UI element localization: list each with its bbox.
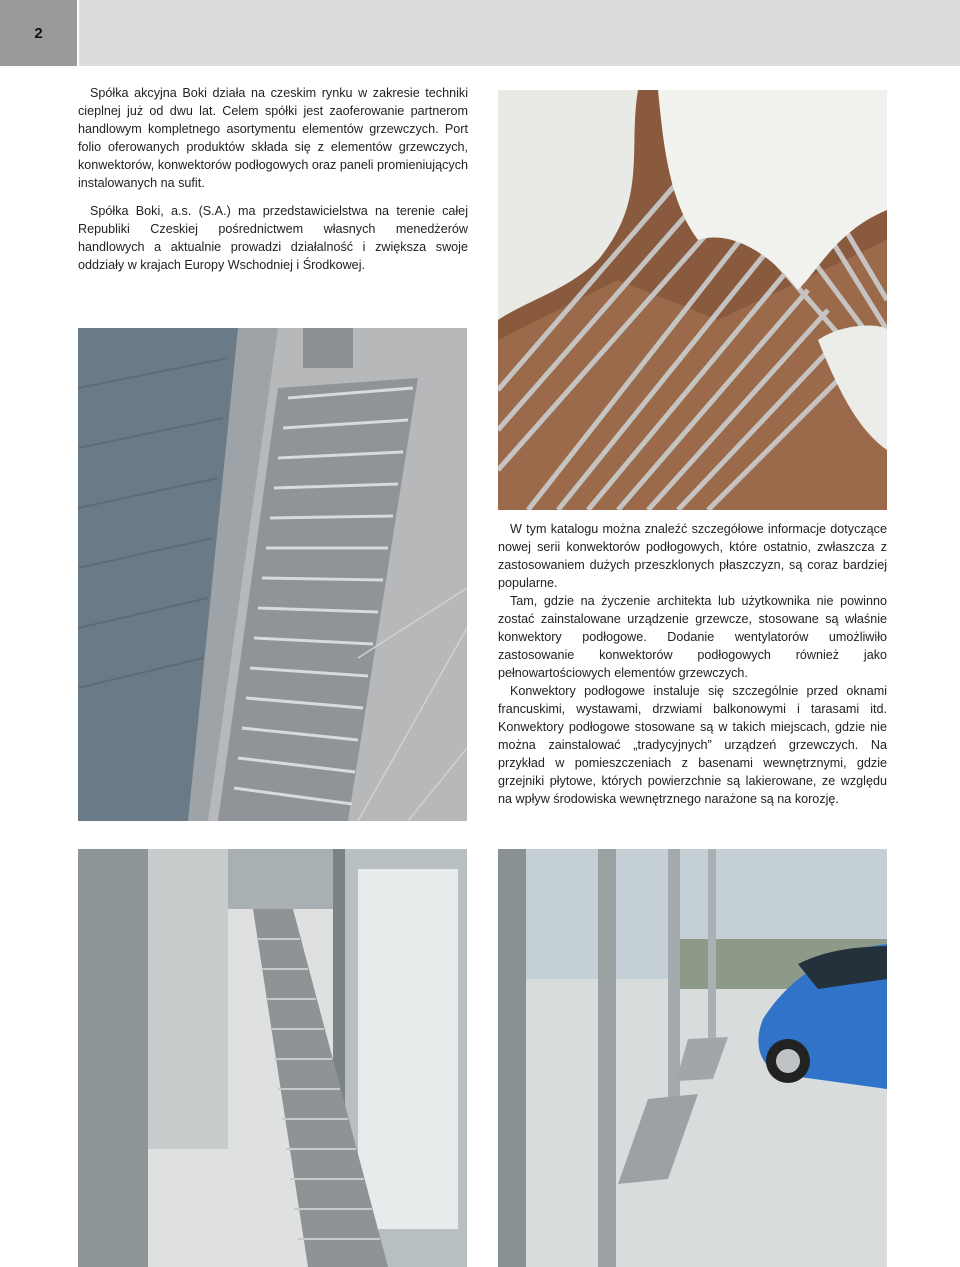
intro-paragraph: Spółka Boki, a.s. (S.A.) ma przedstawicielstwa na terenie całej Republiki Czeskiej pośrednictwem własnych menedżerów handlowych a aktualnie prowadzi działalność i zwiększa swoje oddziały w krajach Europy Wschodniej i Środkowej. bbox=[78, 204, 468, 272]
intro-text bbox=[78, 84, 468, 274]
grille-corner-photo bbox=[498, 90, 887, 510]
intro-paragraph: Spółka akcyjna Boki działa na czeskim rynku w zakresie techniki cieplnej już od dwu lat. Celem spółki jest zaoferowanie partnerom handlowym kompletnego asortymentu elementów grzewczych. Port folio oferowanych produktów składa się z elementów grzewczych, konwektorów, konwektorów podłogowych oraz paneli promieniujących instalowanych na sufit. bbox=[78, 86, 468, 190]
catalog-paragraph: W tym katalogu można znaleźć szczegółowe informacje dotyczące nowej serii konwektorów podłogowych, które ostatnio, zwłaszcza z zastosowaniem dużych przeszklonych płaszczyzn, są coraz bardziej popularne. bbox=[498, 522, 887, 590]
catalog-paragraph: Konwektory podłogowe instaluje się szczególnie przed oknami francuskimi, wystawami, drzwiami balkonowymi i tarasami itd. Konwektory podłogowe stosowane są w takich miejscach, gdzie nie można zainstalować „tradycyjnych” urządzeń grzewczych. Na przykład w pomieszczeniach z basenami wewnętrznymi, gdzie grzejniki płytowe, których powierzchnie są lakierowane, ze względu na wpływ środowiska wewnętrznego narażone są na korozję. bbox=[498, 684, 887, 806]
catalog-paragraph: Tam, gdzie na życzenie architekta lub użytkownika nie powinno zostać zainstalowane urządzenie grzewcze, stosowane są właśnie konwektory podłogowe. Dodanie wentylatorów umożliwiło zastosowanie konwektorów podłogowych również jako pełnowartościowych elementów grzewczych. bbox=[498, 594, 887, 680]
showroom-car-photo bbox=[498, 849, 887, 1267]
catalog-text bbox=[498, 520, 887, 808]
floor-convector-window-photo bbox=[78, 328, 467, 821]
glazed-corridor-photo bbox=[78, 849, 467, 1267]
page-number-box bbox=[0, 0, 77, 66]
page-number: 2 bbox=[34, 24, 43, 42]
header-bar bbox=[79, 0, 960, 66]
